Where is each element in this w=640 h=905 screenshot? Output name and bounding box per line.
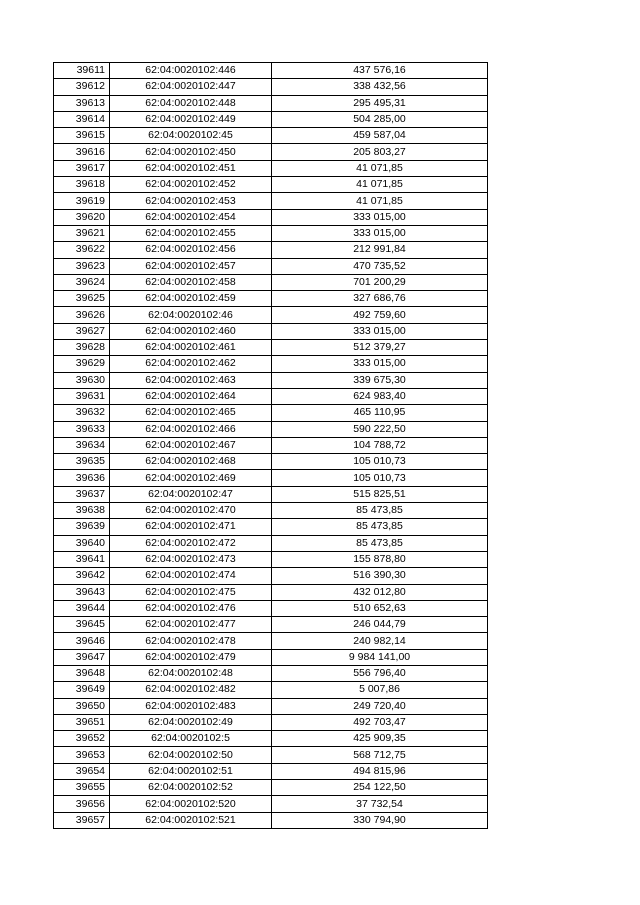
cadastral-value-cell: 494 815,96: [272, 763, 488, 779]
table-row: [54, 340, 488, 356]
row-number-cell: 39617: [54, 160, 110, 176]
table-row: [54, 291, 488, 307]
cadastral-value-table: [53, 62, 488, 829]
row-number-cell: 39656: [54, 796, 110, 812]
row-number-cell: 39651: [54, 714, 110, 730]
table-row: [54, 682, 488, 698]
row-number-cell: 39652: [54, 731, 110, 747]
table-row: [54, 470, 488, 486]
cadastral-value-cell: 240 982,14: [272, 633, 488, 649]
table-row: [54, 437, 488, 453]
cadastral-number-cell: 62:04:0020102:466: [110, 421, 272, 437]
cadastral-value-cell: 515 825,51: [272, 486, 488, 502]
cadastral-number-cell: 62:04:0020102:465: [110, 405, 272, 421]
cadastral-value-cell: 556 796,40: [272, 665, 488, 681]
table-row: [54, 812, 488, 828]
cadastral-number-cell: 62:04:0020102:468: [110, 454, 272, 470]
cadastral-number-cell: 62:04:0020102:458: [110, 274, 272, 290]
cadastral-value-cell: 432 012,80: [272, 584, 488, 600]
row-number-cell: 39638: [54, 503, 110, 519]
cadastral-number-cell: 62:04:0020102:477: [110, 617, 272, 633]
table-row: [54, 714, 488, 730]
cadastral-number-cell: 62:04:0020102:463: [110, 372, 272, 388]
cadastral-number-cell: 62:04:0020102:521: [110, 812, 272, 828]
row-number-cell: 39644: [54, 600, 110, 616]
table-row: [54, 209, 488, 225]
table-row: [54, 519, 488, 535]
row-number-cell: 39634: [54, 437, 110, 453]
table-row: [54, 633, 488, 649]
cadastral-number-cell: 62:04:0020102:456: [110, 242, 272, 258]
cadastral-value-cell: 105 010,73: [272, 470, 488, 486]
cadastral-value-cell: 516 390,30: [272, 568, 488, 584]
table-row: [54, 63, 488, 79]
row-number-cell: 39619: [54, 193, 110, 209]
cadastral-value-cell: 41 071,85: [272, 193, 488, 209]
table-row: [54, 600, 488, 616]
cadastral-number-cell: 62:04:0020102:45: [110, 128, 272, 144]
cadastral-number-cell: 62:04:0020102:457: [110, 258, 272, 274]
table-row: [54, 372, 488, 388]
cadastral-number-cell: 62:04:0020102:471: [110, 519, 272, 535]
row-number-cell: 39645: [54, 617, 110, 633]
cadastral-value-cell: 327 686,76: [272, 291, 488, 307]
table-row: [54, 486, 488, 502]
row-number-cell: 39632: [54, 405, 110, 421]
cadastral-value-cell: 465 110,95: [272, 405, 488, 421]
cadastral-number-cell: 62:04:0020102:48: [110, 665, 272, 681]
table-row: [54, 144, 488, 160]
row-number-cell: 39636: [54, 470, 110, 486]
cadastral-number-cell: 62:04:0020102:51: [110, 763, 272, 779]
table-row: [54, 763, 488, 779]
cadastral-number-cell: 62:04:0020102:470: [110, 503, 272, 519]
row-number-cell: 39629: [54, 356, 110, 372]
cadastral-number-cell: 62:04:0020102:52: [110, 780, 272, 796]
cadastral-number-cell: 62:04:0020102:478: [110, 633, 272, 649]
cadastral-value-cell: 295 495,31: [272, 95, 488, 111]
row-number-cell: 39618: [54, 177, 110, 193]
row-number-cell: 39616: [54, 144, 110, 160]
cadastral-value-cell: 41 071,85: [272, 160, 488, 176]
cadastral-value-cell: 85 473,85: [272, 519, 488, 535]
cadastral-value-cell: 85 473,85: [272, 503, 488, 519]
row-number-cell: 39611: [54, 63, 110, 79]
table-row: [54, 356, 488, 372]
row-number-cell: 39615: [54, 128, 110, 144]
row-number-cell: 39647: [54, 649, 110, 665]
cadastral-value-cell: 85 473,85: [272, 535, 488, 551]
cadastral-number-cell: 62:04:0020102:46: [110, 307, 272, 323]
cadastral-value-cell: 701 200,29: [272, 274, 488, 290]
cadastral-value-cell: 104 788,72: [272, 437, 488, 453]
row-number-cell: 39654: [54, 763, 110, 779]
table-row: [54, 649, 488, 665]
cadastral-value-cell: 459 587,04: [272, 128, 488, 144]
table-row: [54, 307, 488, 323]
table-row: [54, 551, 488, 567]
table-row: [54, 698, 488, 714]
cadastral-value-cell: 492 759,60: [272, 307, 488, 323]
table-row: [54, 421, 488, 437]
cadastral-number-cell: 62:04:0020102:450: [110, 144, 272, 160]
cadastral-value-cell: 624 983,40: [272, 388, 488, 404]
table-row: [54, 128, 488, 144]
cadastral-value-cell: 212 991,84: [272, 242, 488, 258]
cadastral-number-cell: 62:04:0020102:479: [110, 649, 272, 665]
row-number-cell: 39655: [54, 780, 110, 796]
table-row: [54, 225, 488, 241]
table-row: [54, 796, 488, 812]
row-number-cell: 39642: [54, 568, 110, 584]
cadastral-value-cell: 437 576,16: [272, 63, 488, 79]
cadastral-number-cell: 62:04:0020102:474: [110, 568, 272, 584]
row-number-cell: 39626: [54, 307, 110, 323]
table-body: [54, 63, 488, 829]
table-row: [54, 193, 488, 209]
cadastral-number-cell: 62:04:0020102:482: [110, 682, 272, 698]
table-row: [54, 242, 488, 258]
row-number-cell: 39643: [54, 584, 110, 600]
cadastral-number-cell: 62:04:0020102:449: [110, 111, 272, 127]
row-number-cell: 39627: [54, 323, 110, 339]
row-number-cell: 39639: [54, 519, 110, 535]
cadastral-number-cell: 62:04:0020102:453: [110, 193, 272, 209]
table-row: [54, 388, 488, 404]
table-row: [54, 454, 488, 470]
table-row: [54, 665, 488, 681]
row-number-cell: 39648: [54, 665, 110, 681]
cadastral-number-cell: 62:04:0020102:459: [110, 291, 272, 307]
cadastral-number-cell: 62:04:0020102:448: [110, 95, 272, 111]
cadastral-value-cell: 155 878,80: [272, 551, 488, 567]
row-number-cell: 39637: [54, 486, 110, 502]
cadastral-value-cell: 9 984 141,00: [272, 649, 488, 665]
cadastral-number-cell: 62:04:0020102:49: [110, 714, 272, 730]
table-row: [54, 177, 488, 193]
table-row: [54, 111, 488, 127]
cadastral-number-cell: 62:04:0020102:460: [110, 323, 272, 339]
cadastral-value-cell: 338 432,56: [272, 79, 488, 95]
table-row: [54, 584, 488, 600]
cadastral-value-cell: 333 015,00: [272, 209, 488, 225]
cadastral-value-cell: 512 379,27: [272, 340, 488, 356]
table-row: [54, 731, 488, 747]
cadastral-value-cell: 425 909,35: [272, 731, 488, 747]
row-number-cell: 39657: [54, 812, 110, 828]
table-row: [54, 780, 488, 796]
cadastral-number-cell: 62:04:0020102:50: [110, 747, 272, 763]
row-number-cell: 39640: [54, 535, 110, 551]
row-number-cell: 39646: [54, 633, 110, 649]
cadastral-number-cell: 62:04:0020102:5: [110, 731, 272, 747]
cadastral-value-cell: 105 010,73: [272, 454, 488, 470]
row-number-cell: 39641: [54, 551, 110, 567]
table-row: [54, 405, 488, 421]
table-row: [54, 323, 488, 339]
cadastral-value-cell: 333 015,00: [272, 356, 488, 372]
row-number-cell: 39612: [54, 79, 110, 95]
cadastral-value-cell: 333 015,00: [272, 225, 488, 241]
cadastral-value-cell: 205 803,27: [272, 144, 488, 160]
row-number-cell: 39624: [54, 274, 110, 290]
cadastral-value-cell: 333 015,00: [272, 323, 488, 339]
table-row: [54, 258, 488, 274]
row-number-cell: 39631: [54, 388, 110, 404]
cadastral-value-cell: 510 652,63: [272, 600, 488, 616]
table-row: [54, 747, 488, 763]
row-number-cell: 39635: [54, 454, 110, 470]
row-number-cell: 39628: [54, 340, 110, 356]
row-number-cell: 39649: [54, 682, 110, 698]
cadastral-number-cell: 62:04:0020102:462: [110, 356, 272, 372]
cadastral-value-cell: 246 044,79: [272, 617, 488, 633]
row-number-cell: 39614: [54, 111, 110, 127]
table-row: [54, 274, 488, 290]
row-number-cell: 39623: [54, 258, 110, 274]
table-row: [54, 503, 488, 519]
row-number-cell: 39633: [54, 421, 110, 437]
cadastral-value-cell: 339 675,30: [272, 372, 488, 388]
row-number-cell: 39650: [54, 698, 110, 714]
cadastral-number-cell: 62:04:0020102:446: [110, 63, 272, 79]
table-row: [54, 568, 488, 584]
cadastral-number-cell: 62:04:0020102:483: [110, 698, 272, 714]
table-row: [54, 160, 488, 176]
cadastral-value-cell: 254 122,50: [272, 780, 488, 796]
table-row: [54, 95, 488, 111]
cadastral-value-cell: 41 071,85: [272, 177, 488, 193]
row-number-cell: 39613: [54, 95, 110, 111]
cadastral-number-cell: 62:04:0020102:47: [110, 486, 272, 502]
cadastral-value-cell: 568 712,75: [272, 747, 488, 763]
cadastral-value-cell: 470 735,52: [272, 258, 488, 274]
cadastral-number-cell: 62:04:0020102:455: [110, 225, 272, 241]
cadastral-number-cell: 62:04:0020102:475: [110, 584, 272, 600]
cadastral-number-cell: 62:04:0020102:473: [110, 551, 272, 567]
cadastral-value-cell: 37 732,54: [272, 796, 488, 812]
table-row: [54, 617, 488, 633]
cadastral-number-cell: 62:04:0020102:464: [110, 388, 272, 404]
cadastral-value-cell: 492 703,47: [272, 714, 488, 730]
cadastral-number-cell: 62:04:0020102:520: [110, 796, 272, 812]
cadastral-value-cell: 249 720,40: [272, 698, 488, 714]
cadastral-number-cell: 62:04:0020102:472: [110, 535, 272, 551]
row-number-cell: 39620: [54, 209, 110, 225]
cadastral-number-cell: 62:04:0020102:447: [110, 79, 272, 95]
row-number-cell: 39625: [54, 291, 110, 307]
table-row: [54, 535, 488, 551]
cadastral-number-cell: 62:04:0020102:476: [110, 600, 272, 616]
row-number-cell: 39630: [54, 372, 110, 388]
cadastral-value-cell: 5 007,86: [272, 682, 488, 698]
table-row: [54, 79, 488, 95]
cadastral-value-cell: 504 285,00: [272, 111, 488, 127]
cadastral-number-cell: 62:04:0020102:467: [110, 437, 272, 453]
cadastral-number-cell: 62:04:0020102:454: [110, 209, 272, 225]
row-number-cell: 39621: [54, 225, 110, 241]
cadastral-number-cell: 62:04:0020102:469: [110, 470, 272, 486]
cadastral-number-cell: 62:04:0020102:451: [110, 160, 272, 176]
cadastral-value-cell: 590 222,50: [272, 421, 488, 437]
cadastral-value-cell: 330 794,90: [272, 812, 488, 828]
row-number-cell: 39622: [54, 242, 110, 258]
cadastral-number-cell: 62:04:0020102:452: [110, 177, 272, 193]
row-number-cell: 39653: [54, 747, 110, 763]
cadastral-number-cell: 62:04:0020102:461: [110, 340, 272, 356]
